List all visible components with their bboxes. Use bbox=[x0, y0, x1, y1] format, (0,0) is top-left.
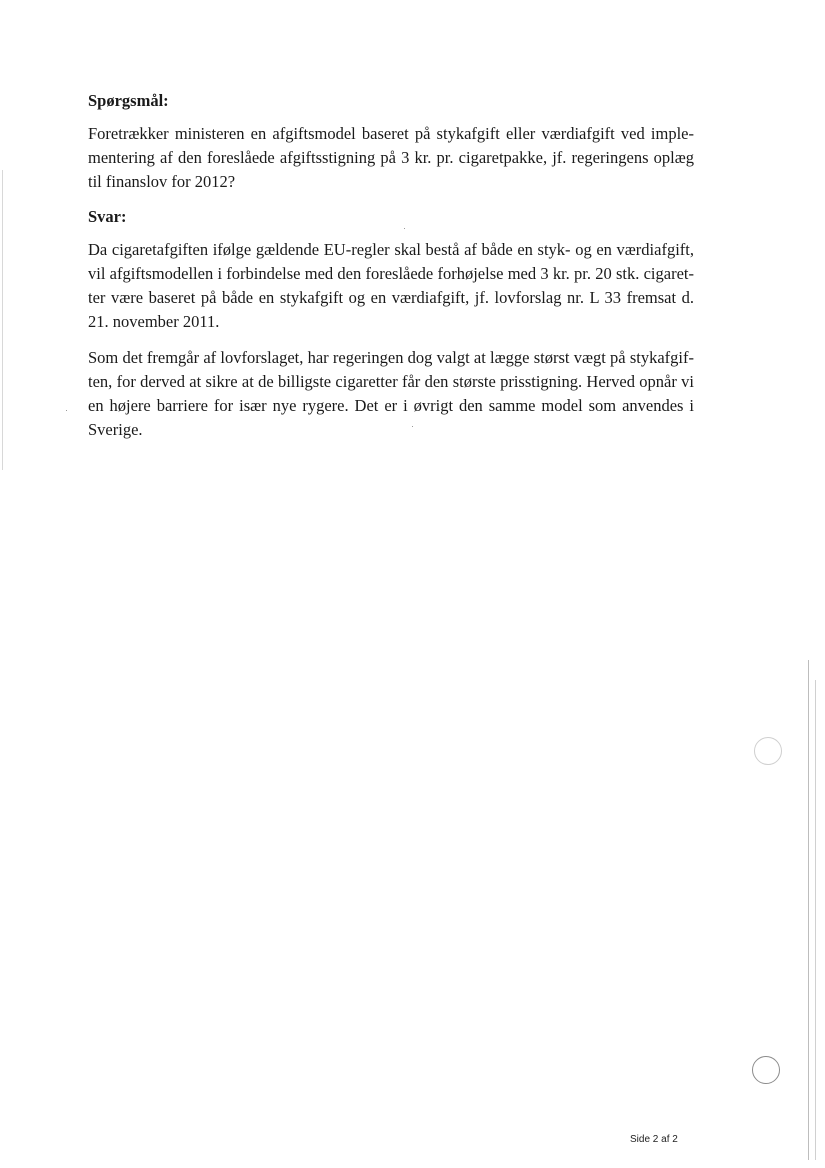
page-number: Side 2 af 2 bbox=[630, 1134, 678, 1145]
answer-line: 21. november 2011. bbox=[88, 312, 220, 331]
answer-line: en højere barriere for især nye rygere. Det er i øvrigt den samme model som anvendes i bbox=[88, 396, 694, 415]
question-line: mentering af den foreslåede afgiftsstigning på 3 kr. pr. cigaretpakke, jf. regeringens oplæg bbox=[88, 148, 694, 167]
answer-line: Sverige. bbox=[88, 420, 143, 439]
answer-line: ter være baseret på både en stykafgift og en værdiafgift, jf. lovforslag nr. L 33 fremsat d. bbox=[88, 288, 694, 307]
answer-line: Da cigaretafgiften ifølge gældende EU-regler skal bestå af både en styk- og en værdiafgift, bbox=[88, 240, 694, 259]
answer-line: Som det fremgår af lovforslaget, har regeringen dog valgt at lægge størst vægt på stykafgif- bbox=[88, 348, 694, 367]
answer-paragraph-1 bbox=[88, 238, 694, 334]
question-line: til finanslov for 2012? bbox=[88, 172, 236, 191]
scan-edge-left bbox=[2, 170, 3, 470]
punch-hole-icon bbox=[752, 1056, 780, 1084]
punch-hole-icon bbox=[754, 737, 782, 765]
scan-edge-right bbox=[808, 660, 809, 1160]
question-line: Foretrækker ministeren en afgiftsmodel baseret på stykafgift eller værdiafgift ved imple- bbox=[88, 124, 694, 143]
scan-edge-right-2 bbox=[815, 680, 816, 1160]
answer-line: ten, for derved at sikre at de billigste cigaretter får den største prisstigning. Herved opnår vi bbox=[88, 372, 694, 391]
answer-heading: Svar: bbox=[88, 207, 127, 226]
question-heading: Spørgsmål: bbox=[88, 91, 169, 110]
answer-line: vil afgiftsmodellen i forbindelse med den foreslåede forhøjelse med 3 kr. pr. 20 stk. cigaret- bbox=[88, 264, 694, 283]
question-text bbox=[88, 122, 694, 194]
answer-paragraph-2 bbox=[88, 346, 694, 442]
document-body bbox=[88, 90, 694, 454]
scan-speck bbox=[66, 410, 67, 411]
